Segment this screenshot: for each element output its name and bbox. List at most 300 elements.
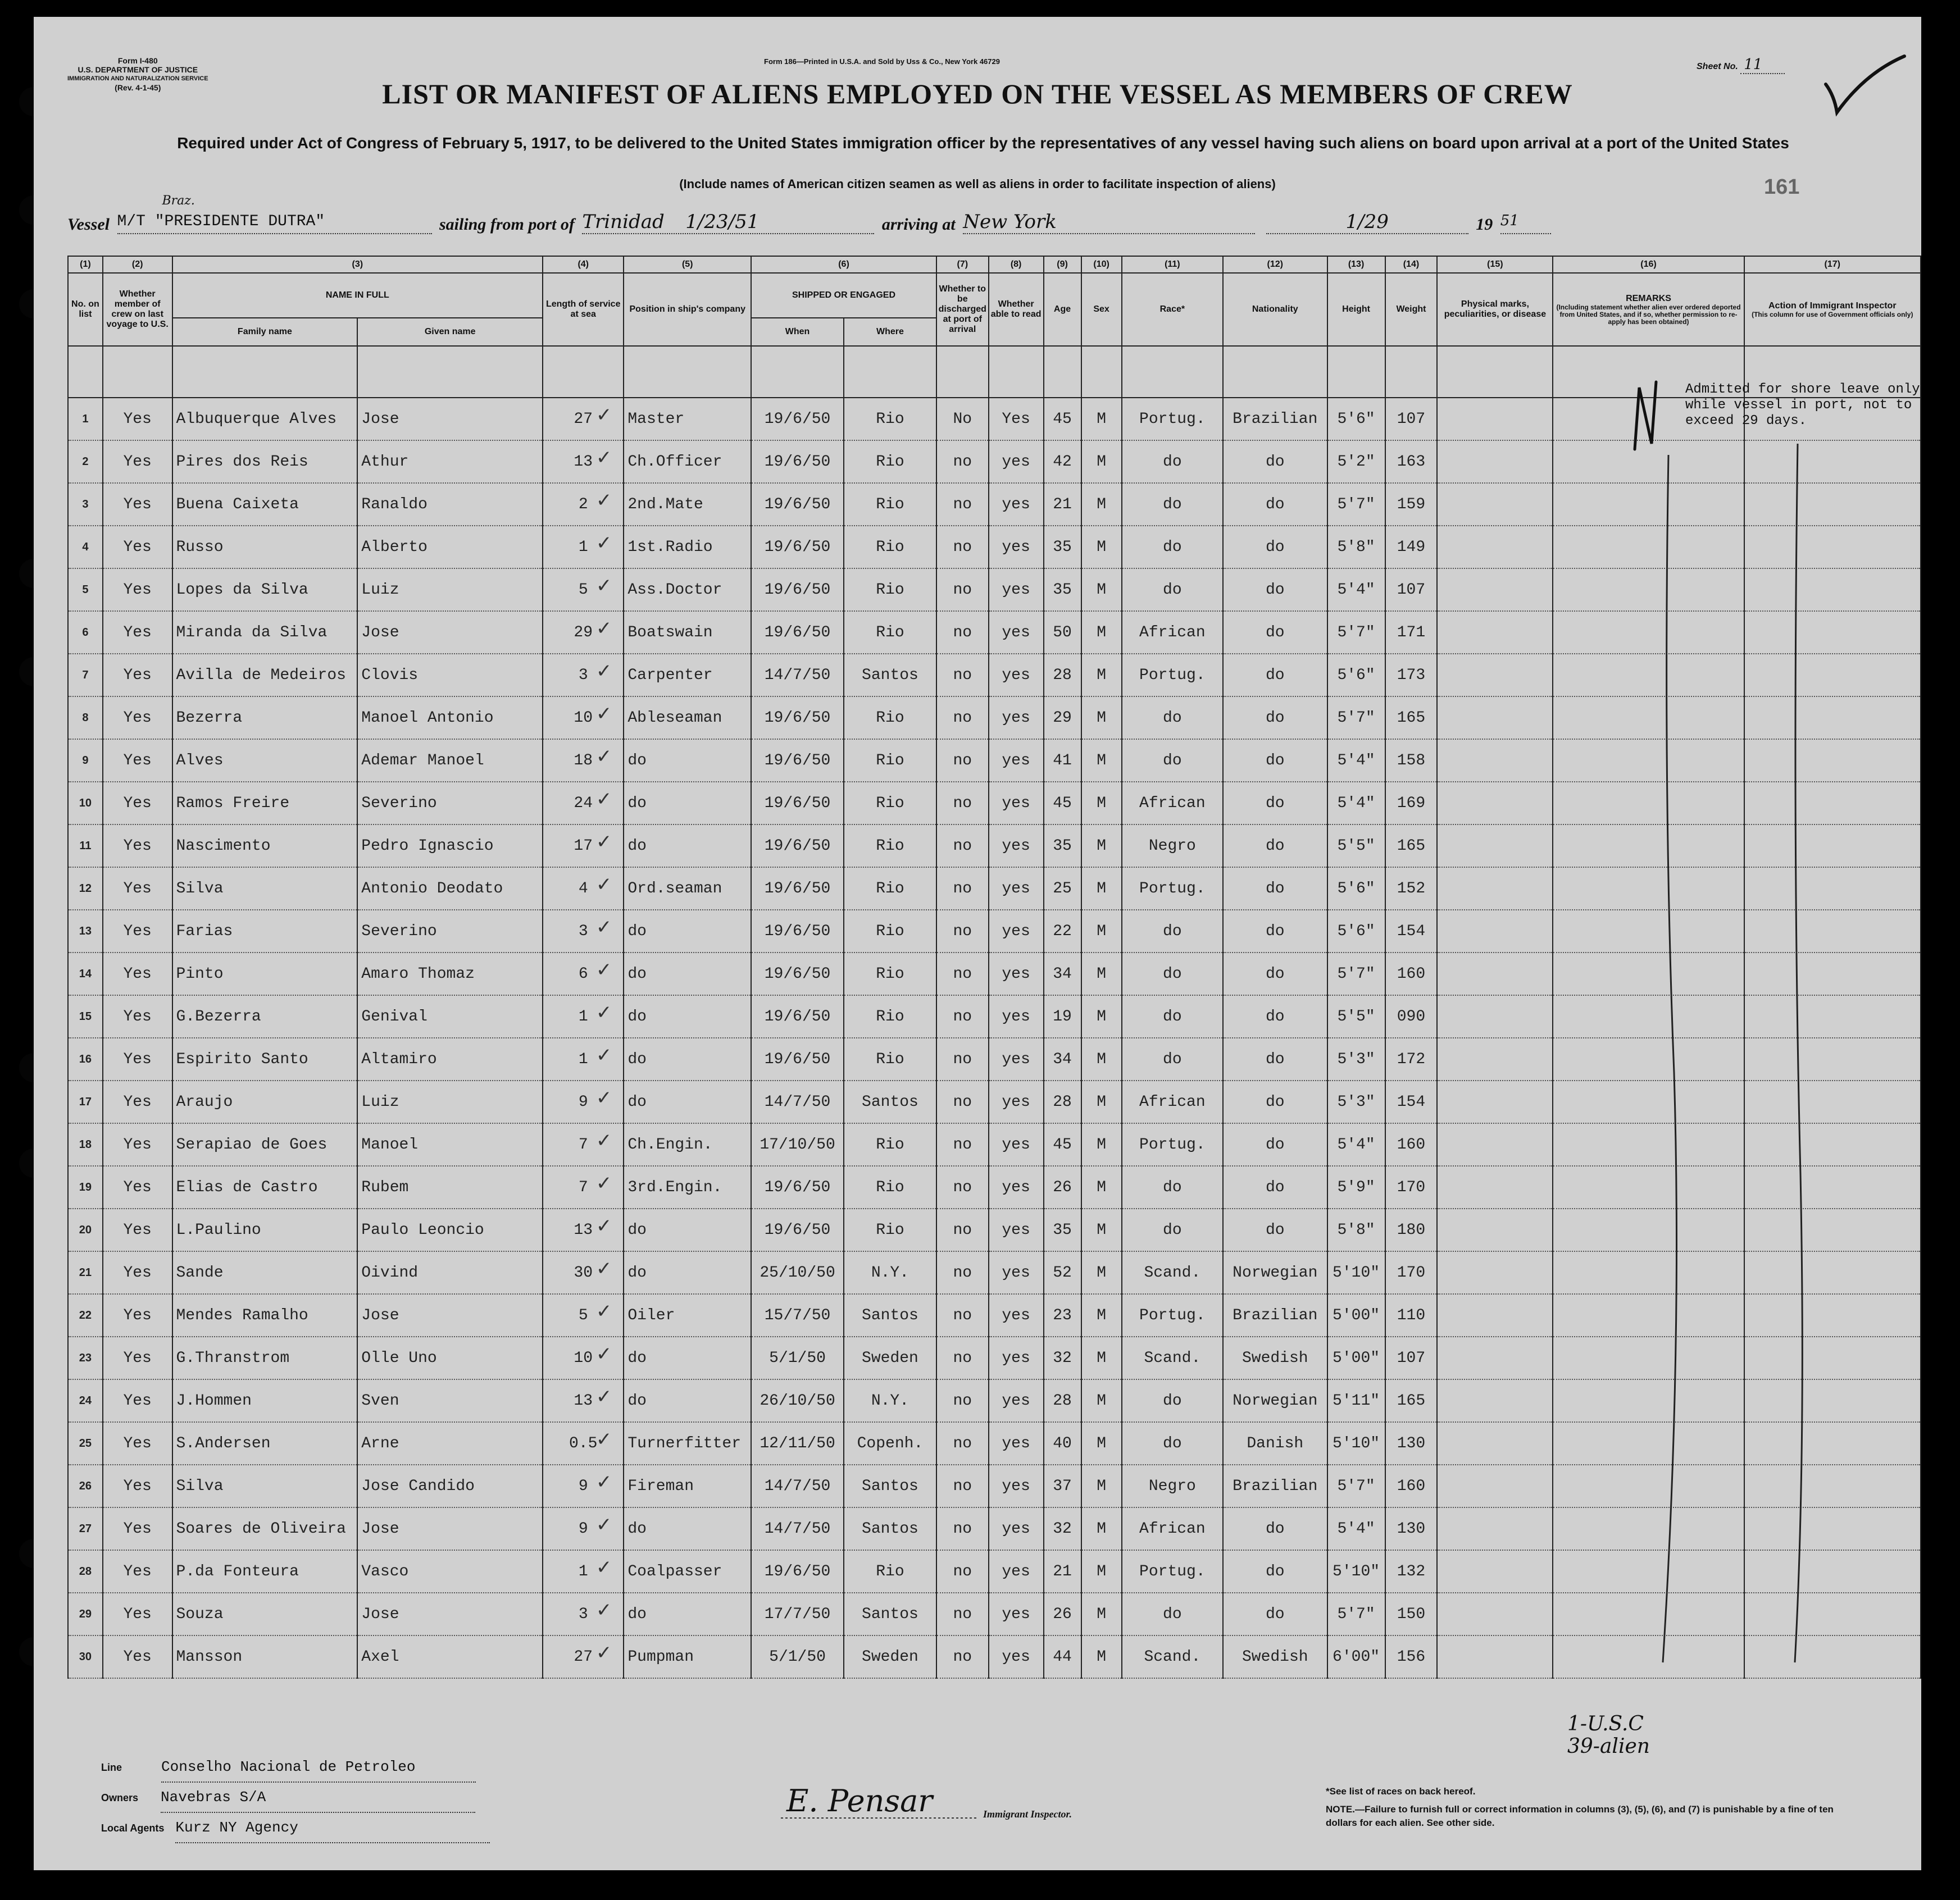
cell-family-name-text: Russo xyxy=(176,538,224,556)
cell-weight-text: 130 xyxy=(1397,1520,1426,1538)
cell-age-text: 44 xyxy=(1053,1648,1072,1666)
cell-family-name-text: Araujo xyxy=(176,1093,233,1111)
cell-shipped-when-text: 19/6/50 xyxy=(764,538,831,556)
cell-age-text: 26 xyxy=(1053,1178,1072,1196)
cell-height xyxy=(1327,1209,1385,1251)
cell-able-to-read xyxy=(989,1379,1044,1422)
cell-position-text: do xyxy=(627,751,647,769)
cell-length-of-service xyxy=(543,1550,624,1593)
cell-race xyxy=(1122,1550,1223,1593)
cell-race-text: Portug. xyxy=(1139,666,1206,684)
cell-age xyxy=(1044,1081,1081,1123)
cell-remarks xyxy=(1553,953,1744,995)
cell-able-to-read xyxy=(989,1081,1044,1123)
cell-row-number xyxy=(68,568,103,611)
cell-discharge xyxy=(936,739,989,782)
cell-position xyxy=(624,1593,751,1635)
cell-given-name xyxy=(357,1593,543,1635)
cell-shipped-where xyxy=(844,1422,936,1465)
cell-able-to-read xyxy=(989,953,1044,995)
cell-nationality xyxy=(1223,995,1327,1038)
cell-shipped-where xyxy=(844,910,936,953)
cell-position-text: do xyxy=(627,922,647,940)
remarks-subtitle: (Including statement whether alien ever ordered deported from United States, and if so, whether permission to re-apply has been obtained) xyxy=(1556,303,1741,326)
form-number: Form I-480 xyxy=(117,56,158,65)
line-label: Line xyxy=(101,1762,122,1773)
cell-discharge-text: no xyxy=(953,581,972,599)
cell-position-text: do xyxy=(627,837,647,855)
cell-sex xyxy=(1081,1123,1122,1166)
cell-row-number xyxy=(68,1422,103,1465)
cell-position xyxy=(624,654,751,696)
cell-row-number xyxy=(68,1337,103,1379)
cell-discharge-text: no xyxy=(953,1434,972,1452)
tick-mark-icon: ✓ xyxy=(595,617,612,640)
cell-weight xyxy=(1385,1379,1438,1422)
cell-physical-marks xyxy=(1437,739,1553,782)
cell-weight xyxy=(1385,1123,1438,1166)
cell-nationality-text: Norwegian xyxy=(1233,1392,1318,1410)
cell-nationality-text: Brazilian xyxy=(1233,1306,1318,1324)
cell-family-name-text: Miranda da Silva xyxy=(176,623,328,641)
cell-row-number xyxy=(68,739,103,782)
col-2-num: (2) xyxy=(103,256,172,273)
cell-given-name xyxy=(357,824,543,867)
cell-previous-voyage xyxy=(103,1593,172,1635)
cell-race xyxy=(1122,1081,1223,1123)
cell-length-of-service-text: 3 xyxy=(578,666,588,684)
agents-value: Kurz NY Agency xyxy=(175,1813,490,1843)
remarks-note xyxy=(1685,382,1920,429)
cell-age-text: 45 xyxy=(1053,410,1072,428)
cell-inspector-action xyxy=(1744,1337,1921,1379)
cell-length-of-service xyxy=(543,1294,624,1337)
cell-age xyxy=(1044,1379,1081,1422)
tick-mark-icon: ✓ xyxy=(595,916,612,938)
cell-physical-marks xyxy=(1437,526,1553,568)
cell-given-name xyxy=(357,526,543,568)
cell-discharge-text: no xyxy=(953,1221,972,1239)
cell-position-text: 1st.Radio xyxy=(627,538,713,556)
cell-length-of-service xyxy=(543,1166,624,1209)
col-15-num: (15) xyxy=(1437,256,1553,273)
cell-shipped-when-text: 19/6/50 xyxy=(764,623,831,641)
cell-able-to-read-text: yes xyxy=(1002,1349,1030,1367)
cell-remarks xyxy=(1553,910,1744,953)
cell-shipped-when-text: 19/6/50 xyxy=(764,1008,831,1026)
cell-sex xyxy=(1081,1379,1122,1422)
cell-length-of-service xyxy=(543,1422,624,1465)
cell-length-of-service-text: 3 xyxy=(578,1605,588,1623)
cell-shipped-when-text: 12/11/50 xyxy=(760,1434,835,1452)
cell-given-name xyxy=(357,654,543,696)
cell-physical-marks xyxy=(1437,1123,1553,1166)
cell-family-name-text: Pinto xyxy=(176,965,224,983)
cell-given-name-text: Antonio Deodato xyxy=(361,880,503,897)
cell-family-name xyxy=(172,1123,358,1166)
cell-discharge-text: no xyxy=(953,880,972,897)
cell-able-to-read-text: yes xyxy=(1002,1434,1030,1452)
cell-race xyxy=(1122,568,1223,611)
cell-previous-voyage-text: Yes xyxy=(123,1349,152,1367)
cell-nationality xyxy=(1223,398,1327,440)
cell-race-text: do xyxy=(1163,1605,1182,1623)
col-age-header: Age xyxy=(1044,273,1081,346)
cell-inspector-action xyxy=(1744,824,1921,867)
cell-row-number-text: 18 xyxy=(79,1138,92,1151)
col-16-num: (16) xyxy=(1553,256,1744,273)
cell-position xyxy=(624,739,751,782)
cell-position xyxy=(624,526,751,568)
cell-sex-text: M xyxy=(1097,1562,1106,1580)
cell-shipped-when-text: 14/7/50 xyxy=(764,1093,831,1111)
cell-shipped-when-text: 5/1/50 xyxy=(769,1349,826,1367)
cell-race-text: do xyxy=(1163,538,1182,556)
cell-given-name xyxy=(357,568,543,611)
cell-weight-text: 163 xyxy=(1397,453,1426,471)
cell-able-to-read-text: yes xyxy=(1002,538,1030,556)
cell-length-of-service-text: 13 xyxy=(574,1392,593,1410)
cell-given-name-text: Ranaldo xyxy=(361,495,428,513)
owners-value: Navebras S/A xyxy=(161,1783,475,1813)
cell-shipped-when-text: 19/6/50 xyxy=(764,709,831,727)
cell-physical-marks xyxy=(1437,1507,1553,1550)
cell-row-number-text: 5 xyxy=(82,583,89,596)
cell-height-text: 5'7" xyxy=(1337,965,1375,983)
cell-race-text: Portug. xyxy=(1139,1562,1206,1580)
cell-weight xyxy=(1385,995,1438,1038)
cell-inspector-action xyxy=(1744,1465,1921,1507)
cell-position xyxy=(624,696,751,739)
col-sex-header: Sex xyxy=(1081,273,1122,346)
cell-sex-text: M xyxy=(1097,922,1106,940)
cell-sex xyxy=(1081,696,1122,739)
cell-age xyxy=(1044,1123,1081,1166)
cell-age xyxy=(1044,696,1081,739)
cell-length-of-service-text: 5 xyxy=(578,1306,588,1324)
cell-age-text: 23 xyxy=(1053,1306,1072,1324)
cell-shipped-where xyxy=(844,654,936,696)
cell-sex xyxy=(1081,1251,1122,1294)
cell-previous-voyage xyxy=(103,1422,172,1465)
cell-row-number-text: 3 xyxy=(82,498,89,511)
cell-position-text: Pumpman xyxy=(627,1648,694,1666)
cell-able-to-read-text: yes xyxy=(1002,581,1030,599)
cell-length-of-service-text: 7 xyxy=(578,1136,588,1154)
cell-weight xyxy=(1385,910,1438,953)
cell-age-text: 42 xyxy=(1053,453,1072,471)
cell-shipped-where-text: Santos xyxy=(862,1520,918,1538)
sailing-date: 1/23/51 xyxy=(685,211,760,233)
cell-race xyxy=(1122,696,1223,739)
cell-position xyxy=(624,1379,751,1422)
cell-nationality-text: do xyxy=(1265,538,1285,556)
cell-able-to-read-text: yes xyxy=(1002,1136,1030,1154)
cell-position-text: do xyxy=(627,1221,647,1239)
cell-sex-text: M xyxy=(1097,538,1106,556)
cell-nationality-text: do xyxy=(1265,709,1285,727)
cell-able-to-read-text: yes xyxy=(1002,1221,1030,1239)
cell-sex-text: M xyxy=(1097,1221,1106,1239)
cell-race-text: African xyxy=(1139,1520,1206,1538)
cell-given-name xyxy=(357,782,543,824)
cell-given-name-text: Severino xyxy=(361,922,437,940)
cell-shipped-where xyxy=(844,611,936,654)
cell-length-of-service-text: 29 xyxy=(574,623,593,641)
cell-age-text: 35 xyxy=(1053,1221,1072,1239)
cell-race-text: Portug. xyxy=(1139,880,1206,897)
cell-height xyxy=(1327,910,1385,953)
cell-shipped-where xyxy=(844,696,936,739)
cell-shipped-where xyxy=(844,953,936,995)
cell-inspector-action xyxy=(1744,568,1921,611)
cell-given-name-text: Olle Uno xyxy=(361,1349,437,1367)
cell-previous-voyage-text: Yes xyxy=(123,538,152,556)
cell-shipped-where-text: Rio xyxy=(876,922,904,940)
cell-family-name xyxy=(172,1507,358,1550)
cell-discharge-text: no xyxy=(953,794,972,812)
cell-remarks xyxy=(1553,739,1744,782)
cell-shipped-where-text: Rio xyxy=(876,1562,904,1580)
vessel-field xyxy=(117,194,432,234)
cell-family-name-text: Serapiao de Goes xyxy=(176,1136,328,1154)
cell-age xyxy=(1044,1465,1081,1507)
cell-able-to-read xyxy=(989,824,1044,867)
crew-rows xyxy=(68,346,1921,1678)
cell-discharge xyxy=(936,1422,989,1465)
cell-weight-text: 165 xyxy=(1397,709,1426,727)
cell-weight-text: 090 xyxy=(1397,1008,1426,1026)
cell-family-name xyxy=(172,696,358,739)
table-row xyxy=(68,654,1921,696)
cell-length-of-service xyxy=(543,1635,624,1678)
cell-height xyxy=(1327,1379,1385,1422)
cell-family-name-text: Soares de Oliveira xyxy=(176,1520,346,1538)
cell-age-text: 52 xyxy=(1053,1264,1072,1282)
cell-discharge-text: no xyxy=(953,623,972,641)
cell-discharge-text: no xyxy=(953,1306,972,1324)
tick-mark-icon: ✓ xyxy=(595,404,612,426)
cell-sex-text: M xyxy=(1097,495,1106,513)
cell-race xyxy=(1122,1038,1223,1081)
cell-shipped-when xyxy=(751,1550,844,1593)
cell-shipped-when-text: 19/6/50 xyxy=(764,1178,831,1196)
cell-able-to-read xyxy=(989,910,1044,953)
cell-previous-voyage-text: Yes xyxy=(123,1008,152,1026)
cell-family-name-text: J.Hommen xyxy=(176,1392,252,1410)
cell-able-to-read-text: yes xyxy=(1002,751,1030,769)
cell-physical-marks xyxy=(1437,1166,1553,1209)
cell-sex-text: M xyxy=(1097,1008,1106,1026)
cell-shipped-when xyxy=(751,1209,844,1251)
cell-height-text: 5'10" xyxy=(1333,1264,1380,1282)
cell-sex-text: M xyxy=(1097,1392,1106,1410)
col-service-header: Length of service at sea xyxy=(543,273,624,346)
cell-row-number-text: 6 xyxy=(82,626,89,639)
cell-sex-text: M xyxy=(1097,794,1106,812)
cell-family-name xyxy=(172,739,358,782)
tick-mark-icon: ✓ xyxy=(595,1386,612,1408)
cell-position xyxy=(624,611,751,654)
cell-previous-voyage-text: Yes xyxy=(123,1434,152,1452)
cell-nationality xyxy=(1223,1422,1327,1465)
cell-height-text: 5'5" xyxy=(1337,837,1375,855)
tick-mark-icon: ✓ xyxy=(595,959,612,981)
cell-height xyxy=(1327,824,1385,867)
cell-height-text: 5'11" xyxy=(1333,1392,1380,1410)
cell-able-to-read-text: yes xyxy=(1002,794,1030,812)
cell-sex-text: M xyxy=(1097,709,1106,727)
sailing-port: Trinidad xyxy=(582,211,665,233)
cell-length-of-service-text: 2 xyxy=(578,495,588,513)
cell-inspector-action xyxy=(1744,526,1921,568)
action-title: Action of Immigrant Inspector xyxy=(1768,300,1897,311)
cell-discharge xyxy=(936,1123,989,1166)
cell-length-of-service-text: 1 xyxy=(578,538,588,556)
cell-length-of-service xyxy=(543,1507,624,1550)
service: IMMIGRATION AND NATURALIZATION SERVICE xyxy=(67,75,208,82)
cell-age-text: 26 xyxy=(1053,1605,1072,1623)
cell-height xyxy=(1327,1081,1385,1123)
cell-family-name xyxy=(172,483,358,526)
cell-sex-text: M xyxy=(1097,837,1106,855)
cell-shipped-where xyxy=(844,1081,936,1123)
cell-position xyxy=(624,1422,751,1465)
cell-shipped-where xyxy=(844,1123,936,1166)
cell-family-name xyxy=(172,568,358,611)
cell-previous-voyage xyxy=(103,782,172,824)
cell-shipped-where-text: Rio xyxy=(876,1008,904,1026)
department: U.S. DEPARTMENT OF JUSTICE xyxy=(78,65,198,74)
cell-height xyxy=(1327,654,1385,696)
cell-position-text: do xyxy=(627,1392,647,1410)
cell-able-to-read xyxy=(989,1507,1044,1550)
cell-weight-text: 107 xyxy=(1397,581,1426,599)
cell-row-number-text: 15 xyxy=(79,1010,92,1023)
cell-physical-marks xyxy=(1437,1209,1553,1251)
cell-given-name xyxy=(357,1465,543,1507)
cell-sex xyxy=(1081,1593,1122,1635)
cell-age-text: 32 xyxy=(1053,1349,1072,1367)
cell-length-of-service xyxy=(543,1337,624,1379)
cell-able-to-read-text: yes xyxy=(1002,1562,1030,1580)
cell-shipped-where-text: Rio xyxy=(876,538,904,556)
cell-inspector-action xyxy=(1744,654,1921,696)
cell-given-name-text: Jose xyxy=(361,410,399,428)
cell-race-text: do xyxy=(1163,495,1182,513)
cell-race xyxy=(1122,1294,1223,1337)
cell-sex-text: M xyxy=(1097,453,1106,471)
cell-family-name-text: G.Thranstrom xyxy=(176,1349,290,1367)
cell-row-number xyxy=(68,1038,103,1081)
cell-able-to-read-text: yes xyxy=(1002,1050,1030,1068)
cell-remarks xyxy=(1553,1166,1744,1209)
cell-previous-voyage-text: Yes xyxy=(123,453,152,471)
col-13-num: (13) xyxy=(1327,256,1385,273)
col-action-header xyxy=(1744,273,1921,346)
cell-shipped-when-text: 17/10/50 xyxy=(760,1136,835,1154)
cell-position-text: do xyxy=(627,1605,647,1623)
cell-height xyxy=(1327,1422,1385,1465)
cell-shipped-when xyxy=(751,953,844,995)
cell-row-number-text: 17 xyxy=(79,1095,92,1108)
cell-age-text: 32 xyxy=(1053,1520,1072,1538)
table-row xyxy=(68,1166,1921,1209)
year-value: 51 xyxy=(1500,212,1519,229)
cell-family-name xyxy=(172,1081,358,1123)
cell-race-text: Negro xyxy=(1148,837,1196,855)
cell-age xyxy=(1044,1209,1081,1251)
cell-weight xyxy=(1385,1550,1438,1593)
cell-age-text: 34 xyxy=(1053,1050,1072,1068)
cell-family-name-text: P.da Fonteura xyxy=(176,1562,299,1580)
col-weight-header: Weight xyxy=(1385,273,1438,346)
cell-nationality xyxy=(1223,910,1327,953)
cell-height xyxy=(1327,782,1385,824)
cell-family-name-text: Lopes da Silva xyxy=(176,581,308,599)
cell-row-number xyxy=(68,1123,103,1166)
cell-remarks xyxy=(1553,1038,1744,1081)
cell-shipped-where-text: Rio xyxy=(876,965,904,983)
cell-shipped-when-text: 19/6/50 xyxy=(764,965,831,983)
cell-previous-voyage-text: Yes xyxy=(123,1136,152,1154)
cell-previous-voyage-text: Yes xyxy=(123,581,152,599)
cell-row-number xyxy=(68,483,103,526)
cell-length-of-service xyxy=(543,1081,624,1123)
cell-previous-voyage-text: Yes xyxy=(123,922,152,940)
col-where-header: Where xyxy=(844,318,936,346)
cell-race xyxy=(1122,995,1223,1038)
cell-previous-voyage xyxy=(103,1166,172,1209)
cell-height-text: 5'5" xyxy=(1337,1008,1375,1026)
cell-remarks xyxy=(1553,1209,1744,1251)
cell-race-text: African xyxy=(1139,1093,1206,1111)
cell-family-name xyxy=(172,995,358,1038)
cell-able-to-read-text: yes xyxy=(1002,623,1030,641)
cell-discharge-text: no xyxy=(953,453,972,471)
cell-previous-voyage-text: Yes xyxy=(123,1562,152,1580)
cell-able-to-read-text: yes xyxy=(1002,880,1030,897)
cell-shipped-when-text: 14/7/50 xyxy=(764,1477,831,1495)
cell-position-text: do xyxy=(627,1264,647,1282)
cell-shipped-where xyxy=(844,483,936,526)
cell-nationality-text: do xyxy=(1265,1008,1285,1026)
cell-height-text: 5'3" xyxy=(1337,1093,1375,1111)
cell-remarks xyxy=(1553,1337,1744,1379)
cell-weight-text: 170 xyxy=(1397,1264,1426,1282)
cell-previous-voyage-text: Yes xyxy=(123,666,152,684)
cell-age xyxy=(1044,398,1081,440)
cell-height xyxy=(1327,953,1385,995)
cell-discharge-text: no xyxy=(953,1093,972,1111)
cell-previous-voyage-text: Yes xyxy=(123,1093,152,1111)
cell-inspector-action xyxy=(1744,483,1921,526)
cell-age-text: 21 xyxy=(1053,1562,1072,1580)
year-field xyxy=(1500,211,1551,234)
remarks-note-line3: exceed 29 days. xyxy=(1685,413,1807,429)
cell-inspector-action xyxy=(1744,440,1921,483)
cell-height-text: 5'6" xyxy=(1337,922,1375,940)
cell-able-to-read-text: yes xyxy=(1002,709,1030,727)
cell-nationality-text: Brazilian xyxy=(1233,1477,1318,1495)
cell-shipped-when xyxy=(751,440,844,483)
cell-race xyxy=(1122,824,1223,867)
cell-shipped-when xyxy=(751,1251,844,1294)
arriving-port-field xyxy=(963,211,1255,234)
cell-height xyxy=(1327,611,1385,654)
cell-race-text: Scand. xyxy=(1144,1349,1201,1367)
cell-nationality xyxy=(1223,440,1327,483)
